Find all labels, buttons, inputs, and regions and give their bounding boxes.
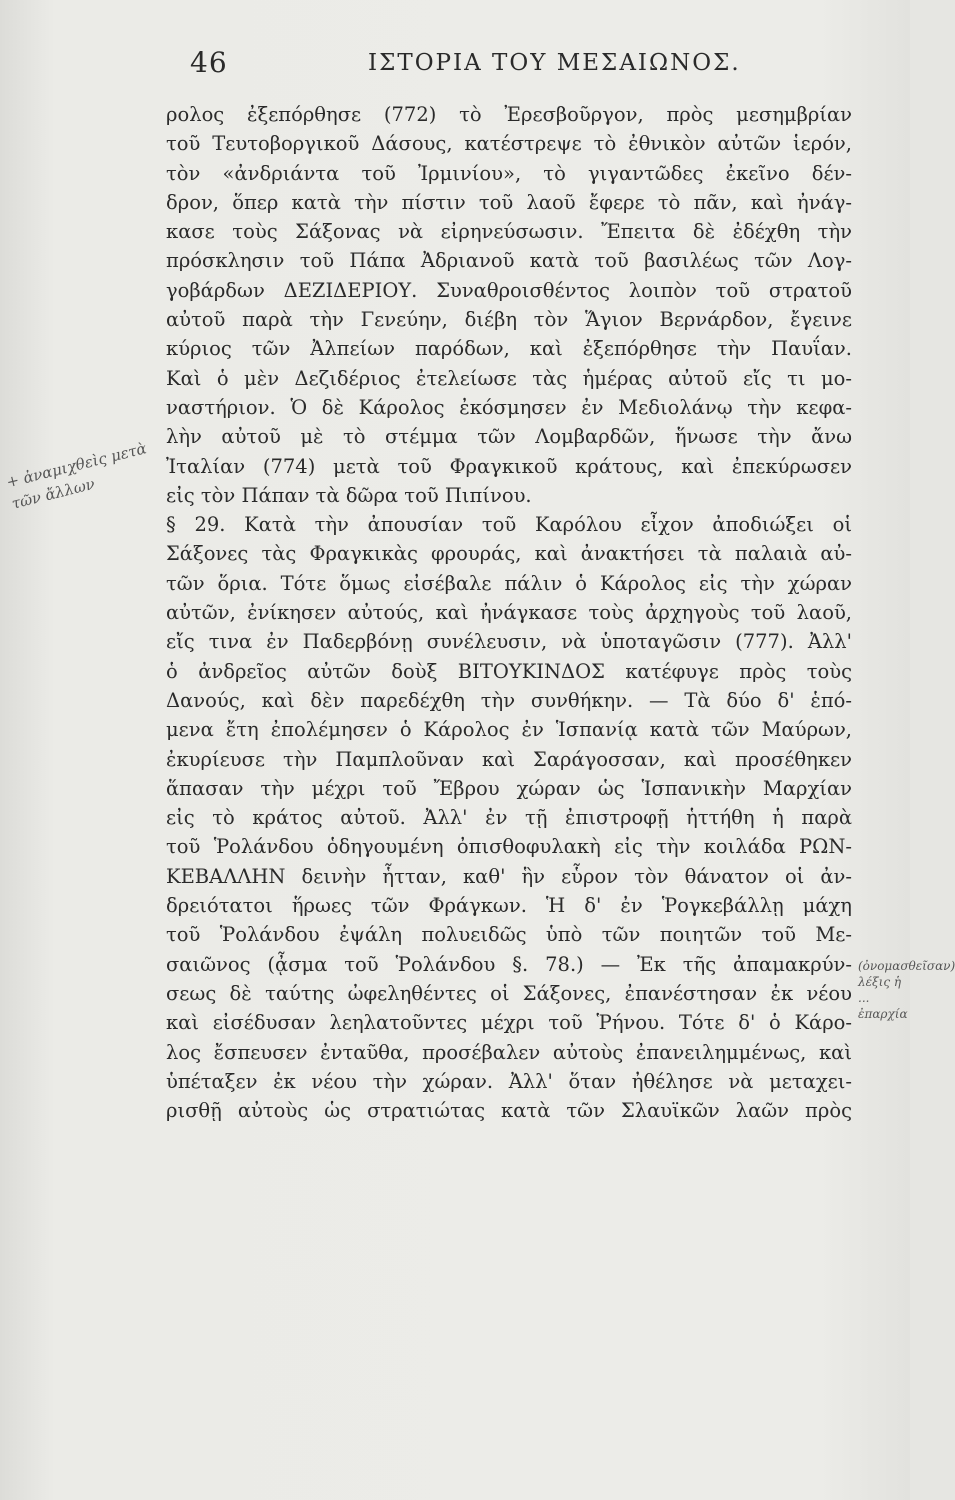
text-line: εἰς τὸ κράτος αὐτοῦ. Ἀλλ' ἐν τῇ ἐπιστροφῇ ἡττήθη ἡ παρὰ bbox=[166, 806, 852, 830]
text-line: ναστήριον. Ὁ δὲ Κάρολος ἐκόσμησεν ἐν Μεδιολάνῳ τὴν κεφα- bbox=[166, 395, 852, 419]
text-line: ἐκυρίευσε τὴν Παμπλοῦναν καὶ Σαράγοσσαν, καὶ προσέθηκεν bbox=[166, 747, 852, 771]
text-line: αὐτῶν, ἐνίκησεν αὐτούς, καὶ ἠνάγκασε τοὺς ἀρχηγοὺς τοῦ λαοῦ, bbox=[166, 601, 852, 625]
text-line: σεως δὲ ταύτης ὠφεληθέντες οἱ Σάξονες, ἐπανέστησαν ἐκ νέου bbox=[166, 981, 852, 1005]
text-line: ἅπασαν τὴν μέχρι τοῦ Ἔβρου χώραν ὡς Ἱσπανικὴν Μαρχίαν bbox=[166, 776, 852, 800]
text-line: ὁ ἀνδρεῖος αὐτῶν δοὺξ ΒΙΤΟΥΚΙΝΔΟΣ κατέφυγε πρὸς τοὺς bbox=[166, 659, 852, 683]
text-line: αὐτοῦ παρὰ τὴν Γενεύην, διέβη τὸν Ἅγιον Βερνάρδον, ἔγεινε bbox=[166, 308, 852, 332]
text-line: λος ἔσπευσεν ἐνταῦθα, προσέβαλεν αὐτοὺς ἐπανειλημμένως, καὶ bbox=[166, 1040, 852, 1064]
body-text bbox=[166, 100, 852, 1125]
text-line: εἰς τὸν Πάπαν τὰ δῶρα τοῦ Πιπίνου. bbox=[166, 483, 532, 507]
text-line: δρειότατοι ἥρωες τῶν Φράγκων. Ἡ δ' ἐν Ῥογκεβάλλῃ μάχη bbox=[166, 894, 852, 918]
text-line: § 29. Κατὰ τὴν ἀπουσίαν τοῦ Καρόλου εἶχον ἀποδιώξει οἱ bbox=[166, 513, 852, 537]
handwritten-margin-note-right: (ὀνομασθεῖσαν) λέξις ἡ ... ἐπαρχία bbox=[858, 959, 955, 1021]
text-line: τὸν «ἀνδριάντα τοῦ Ἰρμινίου», τὸ γιγαντῶδες ἐκεῖνο δέν- bbox=[166, 161, 852, 185]
text-line: Καὶ ὁ μὲν Δεζιδέριος ἐτελείωσε τὰς ἡμέρας αὐτοῦ εἴς τι μο- bbox=[166, 366, 852, 390]
handwritten-margin-note-left: + ἀναμιχθεὶς μετὰ τῶν ἄλλων bbox=[4, 439, 149, 513]
text-line: τοῦ Τευτοβοργικοῦ Δάσους, κατέστρεψε τὸ ἐθνικὸν αὐτῶν ἱερόν, bbox=[166, 132, 852, 156]
page-number: 46 bbox=[190, 46, 228, 79]
text-line: λὴν αὐτοῦ μὲ τὸ στέμμα τῶν Λομβαρδῶν, ἥνωσε τὴν ἄνω bbox=[166, 425, 852, 449]
text-line: μενα ἔτη ἐπολέμησεν ὁ Κάρολος ἐν Ἱσπανίᾳ κατὰ τῶν Μαύρων, bbox=[166, 718, 852, 742]
text-line: τοῦ Ῥολάνδου ὁδηγουμένη ὀπισθοφυλακὴ εἰς τὴν κοιλάδα ΡΩΝ- bbox=[166, 835, 852, 859]
text-line: Ἰταλίαν (774) μετὰ τοῦ Φραγκικοῦ κράτους, καὶ ἐπεκύρωσεν bbox=[166, 454, 852, 478]
text-line: ρισθῇ αὐτοὺς ὡς στρατιώτας κατὰ τῶν Σλαυϊκῶν λαῶν πρὸς bbox=[166, 1099, 852, 1123]
text-line: καὶ εἰσέδυσαν λεηλατοῦντες μέχρι τοῦ Ῥήνου. Τότε δ' ὁ Κάρο- bbox=[166, 1011, 852, 1035]
text-line: κασε τοὺς Σάξονας νὰ εἰρηνεύσωσιν. Ἔπειτα δὲ ἐδέχθη τὴν bbox=[166, 220, 852, 244]
text-line: ΚΕΒΑΛΛΗΝ δεινὴν ἧτταν, καθ' ἣν εὗρον τὸν θάνατον οἱ ἀν- bbox=[166, 864, 852, 888]
text-line: κύριος τῶν Ἀλπείων παρόδων, καὶ ἐξεπόρθησε τὴν Παυΐαν. bbox=[166, 337, 852, 361]
text-line: Δανούς, καὶ δὲν παρεδέχθη τὴν συνθήκην. — Τὰ δύο δ' ἑπό- bbox=[166, 688, 852, 712]
text-line: πρόσκλησιν τοῦ Πάπα Ἀδριανοῦ κατὰ τοῦ βασιλέως τῶν Λογ- bbox=[166, 249, 852, 273]
text-line: τῶν ὅρια. Τότε ὅμως εἰσέβαλε πάλιν ὁ Κάρολος εἰς τὴν χώραν bbox=[166, 571, 852, 595]
page-header bbox=[0, 38, 910, 78]
text-line: γοβάρδων ΔΕΖΙΔΕΡΙΟΥ. Συναθροισθέντος λοιπὸν τοῦ στρατοῦ bbox=[166, 278, 852, 302]
running-title: ΙΣΤΟΡΙΑ ΤΟΥ ΜΕΣΑΙΩΝΟΣ. bbox=[368, 50, 741, 76]
text-line: τοῦ Ῥολάνδου ἐψάλη πολυειδῶς ὑπὸ τῶν ποιητῶν τοῦ Με- bbox=[166, 923, 852, 947]
text-line: σαιῶνος (ᾆσμα τοῦ Ῥολάνδου §. 78.) — Ἐκ τῆς ἀπαμακρύν- bbox=[166, 952, 852, 976]
text-line: δρον, ὅπερ κατὰ τὴν πίστιν τοῦ λαοῦ ἔφερε τὸ πᾶν, καὶ ἠνάγ- bbox=[166, 190, 852, 214]
text-line: Σάξονες τὰς Φραγκικὰς φρουράς, καὶ ἀνακτήσει τὰ παλαιὰ αὐ- bbox=[166, 542, 852, 566]
text-line: εἴς τινα ἐν Παδερβόνῃ συνέλευσιν, νὰ ὑποταγῶσιν (777). Ἀλλ' bbox=[166, 630, 852, 654]
text-line: ὑπέταξεν ἐκ νέου τὴν χώραν. Ἀλλ' ὅταν ἠθέλησε νὰ μεταχει- bbox=[166, 1069, 852, 1093]
text-line: ρολος ἐξεπόρθησε (772) τὸ Ἐρεσβοῦργον, πρὸς μεσημβρίαν bbox=[166, 103, 852, 126]
